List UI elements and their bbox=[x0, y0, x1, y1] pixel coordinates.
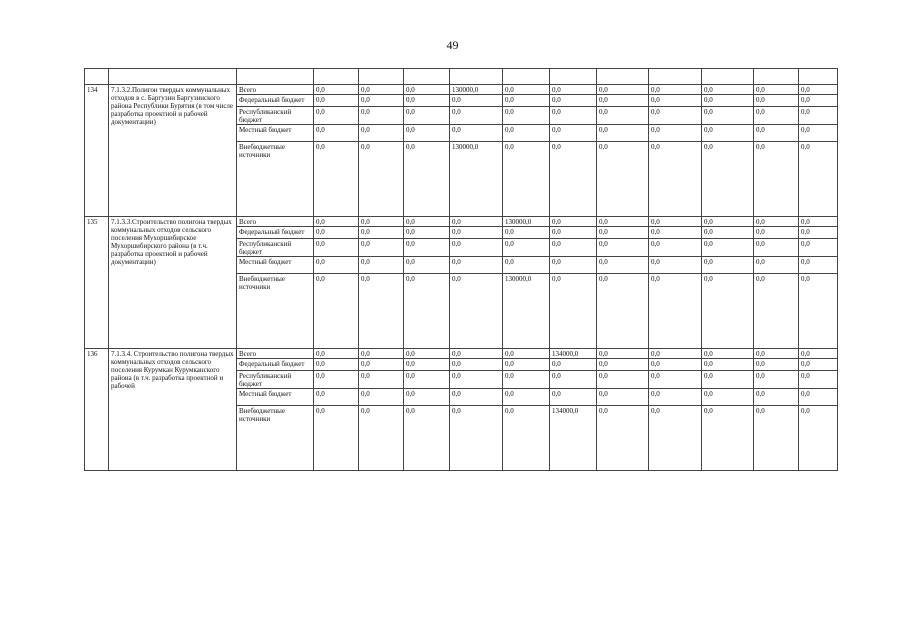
value-cell: 0,0 bbox=[359, 406, 404, 471]
value-cell: 0,0 bbox=[503, 371, 550, 389]
value-cell: 0,0 bbox=[702, 359, 754, 371]
value-cell: 0,0 bbox=[702, 142, 754, 217]
value-cell: 0,0 bbox=[597, 371, 649, 389]
value-cell: 0,0 bbox=[754, 142, 799, 217]
value-cell: 0,0 bbox=[754, 257, 799, 274]
value-cell: 0,0 bbox=[550, 371, 597, 389]
value-cell: 0,0 bbox=[597, 142, 649, 217]
value-cell: 130000,0 bbox=[450, 85, 503, 95]
funding-source: Местный бюджет bbox=[237, 257, 314, 274]
value-cell: 0,0 bbox=[359, 389, 404, 406]
value-cell: 0,0 bbox=[450, 389, 503, 406]
value-cell: 0,0 bbox=[314, 227, 359, 239]
value-cell: 0,0 bbox=[649, 125, 702, 142]
value-cell: 0,0 bbox=[597, 239, 649, 257]
value-cell: 0,0 bbox=[754, 389, 799, 406]
value-cell: 0,0 bbox=[404, 389, 450, 406]
value-cell: 0,0 bbox=[597, 217, 649, 227]
value-cell: 130000,0 bbox=[450, 142, 503, 217]
funding-source: Всего bbox=[237, 217, 314, 227]
value-cell: 0,0 bbox=[799, 274, 838, 349]
value-cell: 0,0 bbox=[314, 142, 359, 217]
value-cell: 0,0 bbox=[450, 227, 503, 239]
funding-source: Внебюджетные источники bbox=[237, 274, 314, 349]
value-cell: 0,0 bbox=[404, 107, 450, 125]
value-cell: 0,0 bbox=[702, 257, 754, 274]
funding-source: Внебюджетные источники bbox=[237, 142, 314, 217]
value-cell: 0,0 bbox=[503, 239, 550, 257]
project-name: 7.1.3.4. Строительство полигона твердых коммунальных отходов сельского поселения Курумкан Курумканского района (в т.ч. разработка проектной и рабочей bbox=[109, 349, 237, 471]
value-cell: 0,0 bbox=[314, 85, 359, 95]
value-cell: 134000,0 bbox=[550, 406, 597, 471]
value-cell: 0,0 bbox=[359, 95, 404, 107]
value-cell: 0,0 bbox=[550, 217, 597, 227]
funding-source: Внебюджетные источники bbox=[237, 406, 314, 471]
value-cell: 0,0 bbox=[404, 349, 450, 359]
value-cell: 0,0 bbox=[359, 227, 404, 239]
value-cell: 0,0 bbox=[404, 227, 450, 239]
value-cell: 0,0 bbox=[550, 85, 597, 95]
value-cell: 0,0 bbox=[404, 217, 450, 227]
value-cell: 0,0 bbox=[754, 217, 799, 227]
value-cell: 0,0 bbox=[597, 274, 649, 349]
value-cell: 0,0 bbox=[799, 142, 838, 217]
value-cell: 0,0 bbox=[799, 239, 838, 257]
value-cell: 0,0 bbox=[450, 95, 503, 107]
project-name: 7.1.3.2.Полигон твердых коммунальных отходов в с. Баргузин Баргузинского района Республики Бурятия (в том числе разработка проектной и рабочей документации) bbox=[109, 85, 237, 217]
value-cell: 0,0 bbox=[503, 85, 550, 95]
value-cell: 0,0 bbox=[597, 125, 649, 142]
value-cell: 0,0 bbox=[404, 239, 450, 257]
value-cell: 0,0 bbox=[649, 239, 702, 257]
value-cell: 0,0 bbox=[799, 85, 838, 95]
page-number: 49 bbox=[446, 38, 459, 52]
value-cell: 0,0 bbox=[799, 227, 838, 239]
value-cell: 130000,0 bbox=[503, 217, 550, 227]
value-cell: 0,0 bbox=[754, 349, 799, 359]
table-row bbox=[85, 85, 838, 95]
value-cell: 0,0 bbox=[799, 217, 838, 227]
value-cell: 0,0 bbox=[404, 274, 450, 349]
value-cell: 0,0 bbox=[503, 227, 550, 239]
value-cell: 0,0 bbox=[550, 274, 597, 349]
value-cell: 0,0 bbox=[503, 389, 550, 406]
value-cell: 0,0 bbox=[702, 406, 754, 471]
value-cell: 0,0 bbox=[359, 359, 404, 371]
value-cell: 0,0 bbox=[754, 371, 799, 389]
value-cell: 0,0 bbox=[450, 371, 503, 389]
value-cell: 0,0 bbox=[450, 274, 503, 349]
value-cell: 0,0 bbox=[503, 142, 550, 217]
value-cell: 0,0 bbox=[359, 142, 404, 217]
funding-source: Республиканский бюджет bbox=[237, 239, 314, 257]
value-cell: 0,0 bbox=[550, 125, 597, 142]
value-cell: 0,0 bbox=[359, 371, 404, 389]
value-cell: 0,0 bbox=[404, 371, 450, 389]
value-cell: 0,0 bbox=[799, 95, 838, 107]
value-cell: 0,0 bbox=[314, 257, 359, 274]
value-cell: 0,0 bbox=[702, 274, 754, 349]
value-cell: 0,0 bbox=[649, 142, 702, 217]
value-cell: 0,0 bbox=[597, 359, 649, 371]
value-cell: 0,0 bbox=[649, 257, 702, 274]
value-cell: 0,0 bbox=[754, 227, 799, 239]
value-cell: 0,0 bbox=[550, 239, 597, 257]
value-cell: 0,0 bbox=[550, 389, 597, 406]
value-cell: 0,0 bbox=[359, 239, 404, 257]
value-cell: 0,0 bbox=[404, 95, 450, 107]
value-cell: 0,0 bbox=[754, 107, 799, 125]
value-cell: 0,0 bbox=[649, 274, 702, 349]
value-cell: 0,0 bbox=[702, 125, 754, 142]
value-cell: 0,0 bbox=[314, 125, 359, 142]
funding-source: Федеральный бюджет bbox=[237, 95, 314, 107]
value-cell: 0,0 bbox=[702, 389, 754, 406]
value-cell: 0,0 bbox=[550, 257, 597, 274]
value-cell: 0,0 bbox=[359, 349, 404, 359]
value-cell: 0,0 bbox=[597, 389, 649, 406]
value-cell: 0,0 bbox=[404, 359, 450, 371]
value-cell: 0,0 bbox=[799, 371, 838, 389]
value-cell: 0,0 bbox=[597, 227, 649, 239]
value-cell: 0,0 bbox=[503, 406, 550, 471]
value-cell: 0,0 bbox=[702, 217, 754, 227]
value-cell: 0,0 bbox=[754, 239, 799, 257]
value-cell: 0,0 bbox=[649, 85, 702, 95]
value-cell: 0,0 bbox=[314, 389, 359, 406]
value-cell: 0,0 bbox=[314, 371, 359, 389]
value-cell: 0,0 bbox=[450, 107, 503, 125]
value-cell: 0,0 bbox=[597, 406, 649, 471]
value-cell: 0,0 bbox=[404, 406, 450, 471]
value-cell: 0,0 bbox=[597, 107, 649, 125]
value-cell: 0,0 bbox=[404, 85, 450, 95]
value-cell: 0,0 bbox=[754, 125, 799, 142]
funding-source: Местный бюджет bbox=[237, 389, 314, 406]
value-cell: 0,0 bbox=[314, 349, 359, 359]
value-cell: 0,0 bbox=[314, 406, 359, 471]
funding-source: Федеральный бюджет bbox=[237, 227, 314, 239]
value-cell: 0,0 bbox=[314, 95, 359, 107]
value-cell: 0,0 bbox=[550, 107, 597, 125]
row-number: 135 bbox=[85, 217, 109, 349]
value-cell: 0,0 bbox=[503, 349, 550, 359]
value-cell: 0,0 bbox=[359, 107, 404, 125]
value-cell: 0,0 bbox=[754, 95, 799, 107]
value-cell: 134000,0 bbox=[550, 349, 597, 359]
value-cell: 0,0 bbox=[359, 85, 404, 95]
value-cell: 0,0 bbox=[799, 125, 838, 142]
value-cell: 0,0 bbox=[649, 349, 702, 359]
value-cell: 0,0 bbox=[649, 95, 702, 107]
value-cell: 0,0 bbox=[450, 359, 503, 371]
value-cell: 0,0 bbox=[754, 85, 799, 95]
value-cell: 0,0 bbox=[702, 239, 754, 257]
value-cell: 0,0 bbox=[314, 274, 359, 349]
value-cell: 0,0 bbox=[450, 349, 503, 359]
value-cell: 0,0 bbox=[702, 371, 754, 389]
value-cell: 0,0 bbox=[702, 107, 754, 125]
value-cell: 0,0 bbox=[597, 95, 649, 107]
table-row bbox=[85, 217, 838, 227]
header-blank-row bbox=[85, 69, 838, 85]
value-cell: 0,0 bbox=[450, 217, 503, 227]
value-cell: 0,0 bbox=[702, 95, 754, 107]
value-cell: 0,0 bbox=[597, 349, 649, 359]
funding-source: Всего bbox=[237, 85, 314, 95]
value-cell: 0,0 bbox=[799, 107, 838, 125]
value-cell: 0,0 bbox=[649, 227, 702, 239]
project-name: 7.1.3.3.Строительство полигона твердых коммунальных отходов сельского поселения Мухоршибирское Мухоршибирского района (в т.ч. разработка проектной и рабочей документации) bbox=[109, 217, 237, 349]
value-cell: 0,0 bbox=[649, 406, 702, 471]
value-cell: 0,0 bbox=[503, 125, 550, 142]
value-cell: 0,0 bbox=[314, 359, 359, 371]
value-cell: 0,0 bbox=[649, 217, 702, 227]
value-cell: 0,0 bbox=[550, 142, 597, 217]
value-cell: 0,0 bbox=[649, 389, 702, 406]
value-cell: 0,0 bbox=[359, 257, 404, 274]
value-cell: 0,0 bbox=[450, 239, 503, 257]
value-cell: 0,0 bbox=[359, 274, 404, 349]
funding-source: Всего bbox=[237, 349, 314, 359]
value-cell: 0,0 bbox=[404, 125, 450, 142]
value-cell: 0,0 bbox=[359, 217, 404, 227]
value-cell: 0,0 bbox=[754, 274, 799, 349]
value-cell: 0,0 bbox=[799, 389, 838, 406]
value-cell: 0,0 bbox=[503, 257, 550, 274]
table-row bbox=[85, 349, 838, 359]
value-cell: 0,0 bbox=[649, 107, 702, 125]
funding-source: Республиканский бюджет bbox=[237, 107, 314, 125]
value-cell: 0,0 bbox=[450, 125, 503, 142]
value-cell: 0,0 bbox=[450, 257, 503, 274]
row-number: 136 bbox=[85, 349, 109, 471]
value-cell: 0,0 bbox=[702, 349, 754, 359]
value-cell: 0,0 bbox=[754, 359, 799, 371]
value-cell: 0,0 bbox=[597, 257, 649, 274]
value-cell: 0,0 bbox=[649, 359, 702, 371]
value-cell: 0,0 bbox=[597, 85, 649, 95]
value-cell: 0,0 bbox=[702, 85, 754, 95]
row-number: 134 bbox=[85, 85, 109, 217]
value-cell: 0,0 bbox=[314, 217, 359, 227]
budget-table bbox=[84, 68, 838, 471]
value-cell: 0,0 bbox=[503, 107, 550, 125]
value-cell: 0,0 bbox=[799, 257, 838, 274]
value-cell: 0,0 bbox=[702, 227, 754, 239]
value-cell: 0,0 bbox=[550, 227, 597, 239]
value-cell: 0,0 bbox=[754, 406, 799, 471]
value-cell: 0,0 bbox=[359, 125, 404, 142]
value-cell: 0,0 bbox=[550, 359, 597, 371]
value-cell: 0,0 bbox=[450, 406, 503, 471]
value-cell: 0,0 bbox=[799, 359, 838, 371]
funding-source: Республиканский бюджет bbox=[237, 371, 314, 389]
value-cell: 0,0 bbox=[404, 142, 450, 217]
value-cell: 0,0 bbox=[799, 406, 838, 471]
funding-source: Местный бюджет bbox=[237, 125, 314, 142]
value-cell: 0,0 bbox=[314, 107, 359, 125]
funding-source: Федеральный бюджет bbox=[237, 359, 314, 371]
value-cell: 0,0 bbox=[314, 239, 359, 257]
value-cell: 0,0 bbox=[503, 95, 550, 107]
value-cell: 0,0 bbox=[649, 371, 702, 389]
value-cell: 0,0 bbox=[404, 257, 450, 274]
value-cell: 0,0 bbox=[799, 349, 838, 359]
value-cell: 0,0 bbox=[550, 95, 597, 107]
value-cell: 130000,0 bbox=[503, 274, 550, 349]
value-cell: 0,0 bbox=[503, 359, 550, 371]
